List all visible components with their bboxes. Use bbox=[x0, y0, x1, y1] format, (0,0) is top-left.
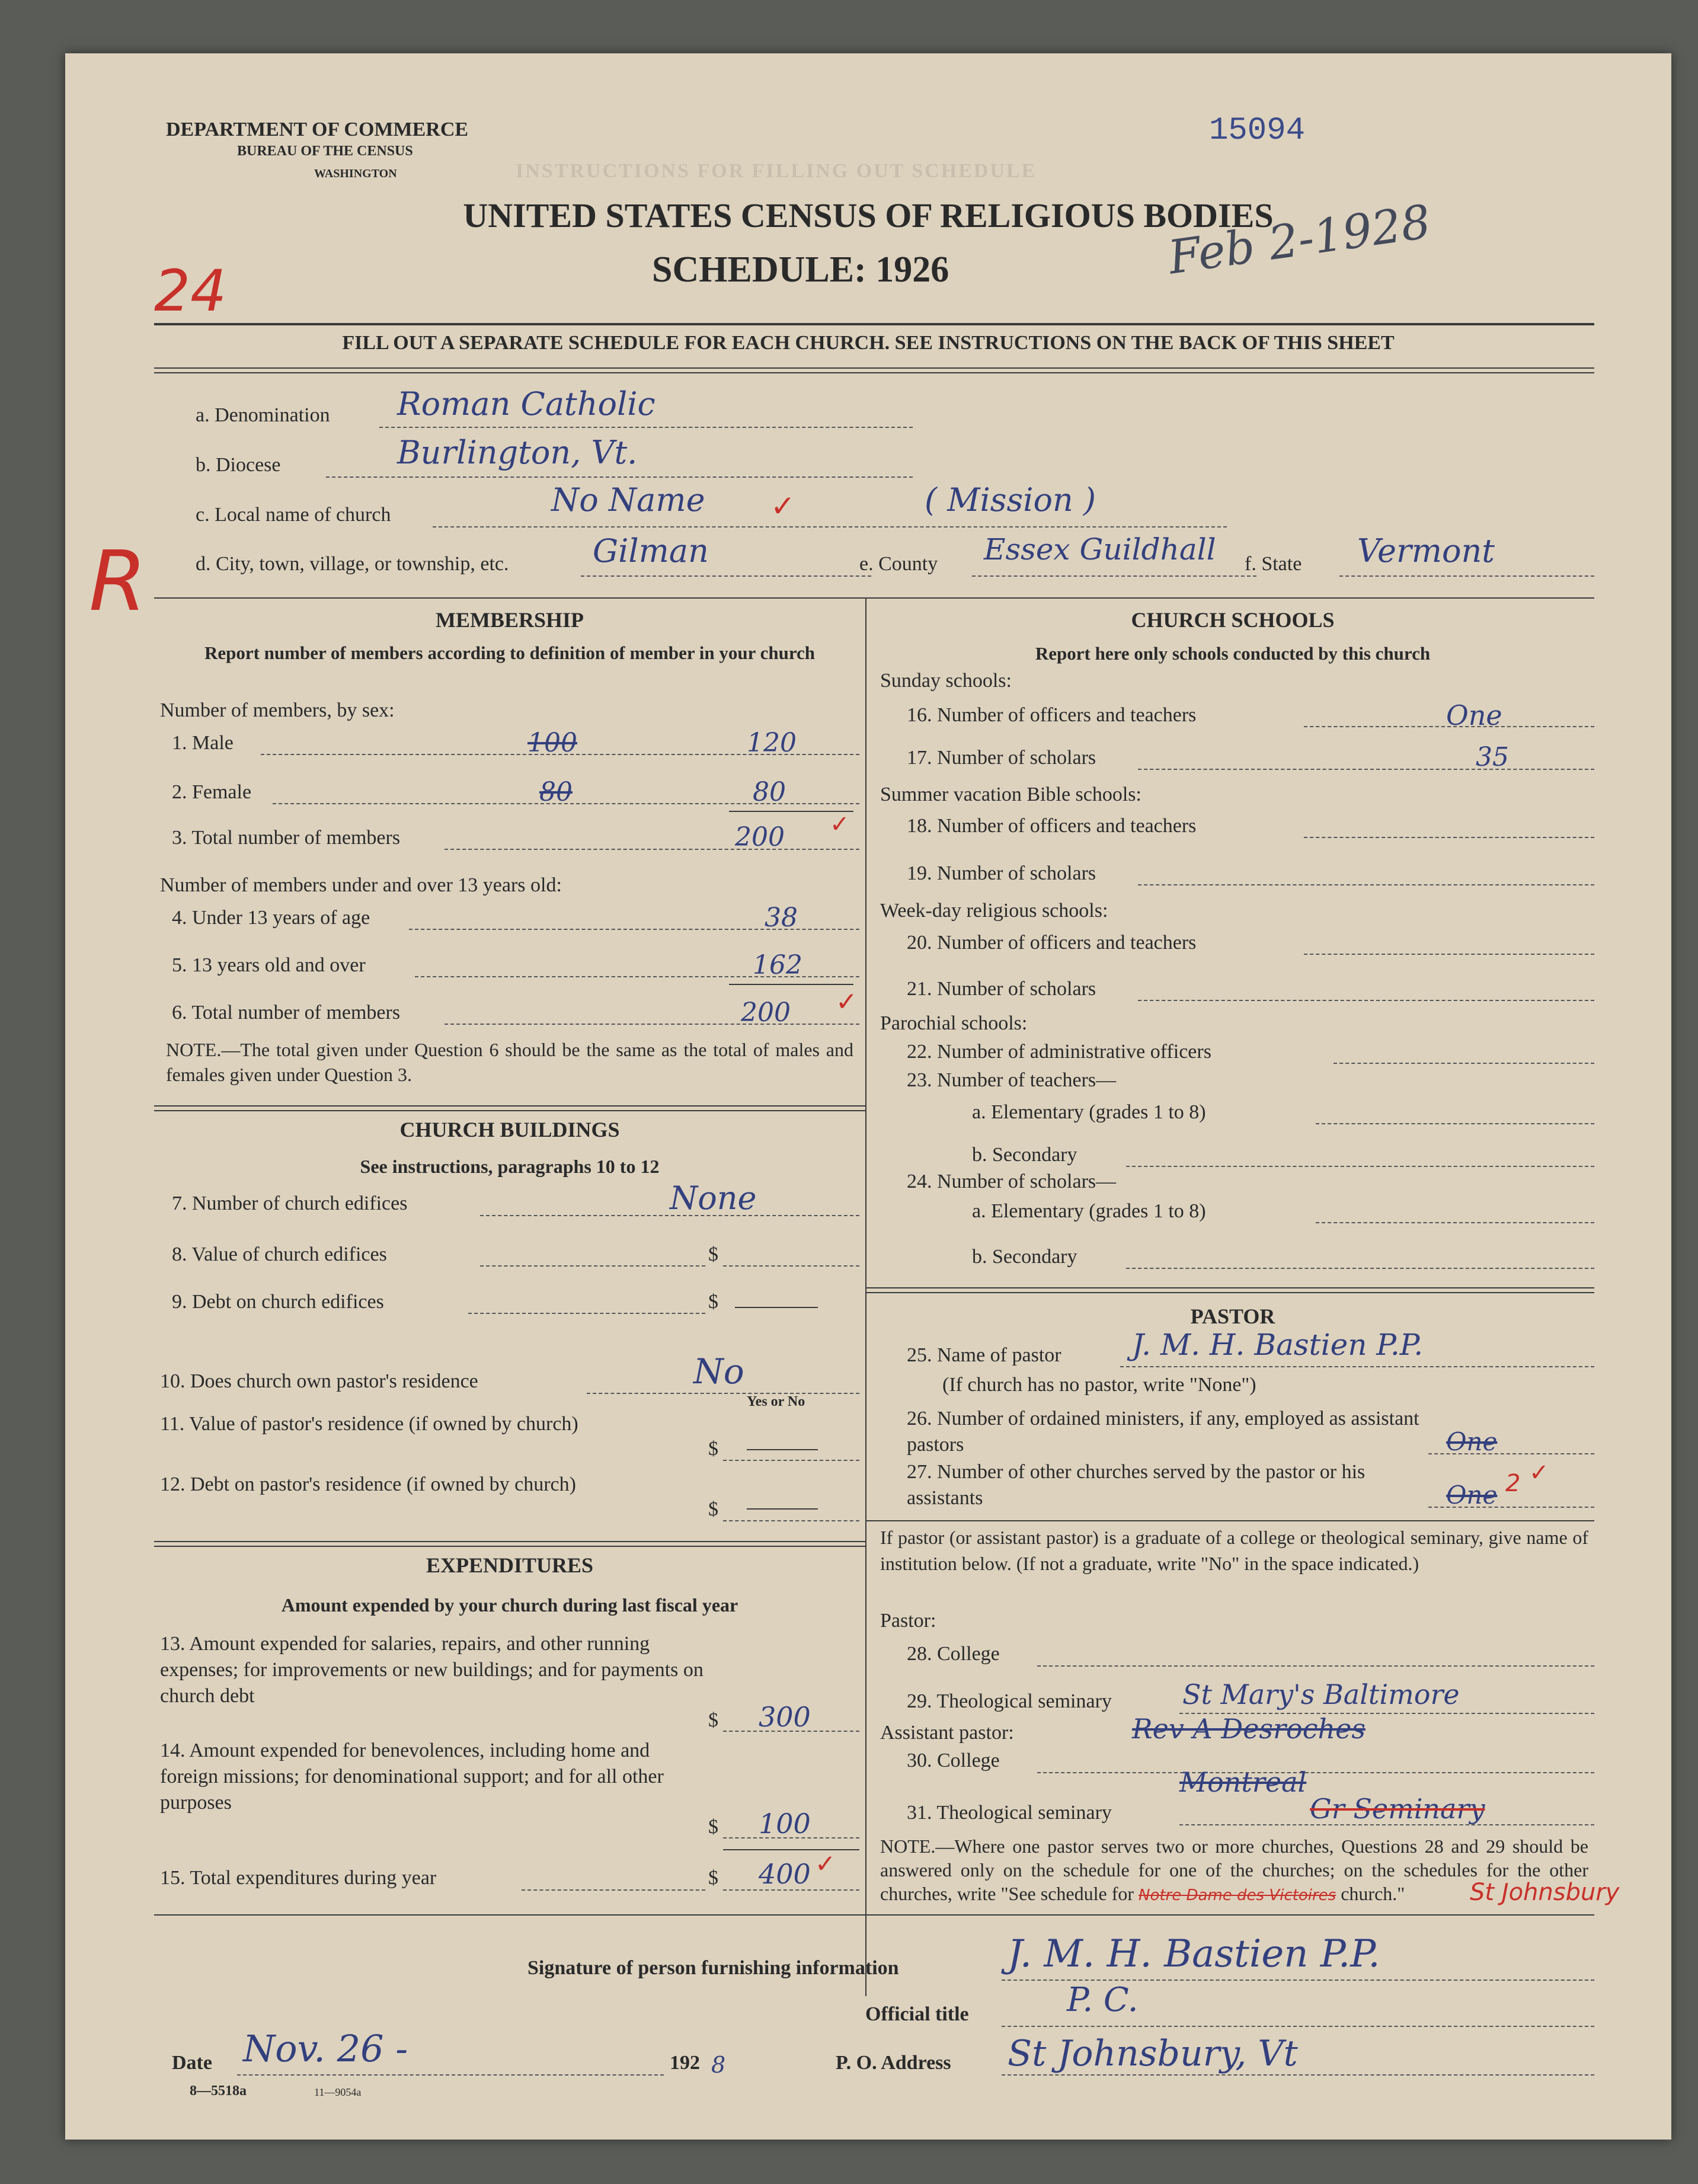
divider bbox=[154, 1914, 1594, 1916]
q23a-label: a. Elementary (grades 1 to 8) bbox=[972, 1101, 1206, 1123]
assistant-value: Rev A Desroches bbox=[1132, 1713, 1366, 1745]
parochial-label: Parochial schools: bbox=[880, 1012, 1028, 1034]
check-mark: ✓ bbox=[770, 489, 795, 523]
expenditures-sub: Amount expended by your church during last fiscal year bbox=[281, 1594, 738, 1616]
q6-label: 6. Total number of members bbox=[172, 1002, 401, 1024]
signature-label: Signature of person furnishing information bbox=[527, 1957, 899, 1979]
q30-line bbox=[1037, 1772, 1594, 1773]
dollar-sign: $ bbox=[708, 1816, 718, 1838]
q26-value: One bbox=[1446, 1427, 1498, 1456]
denomination-value: Roman Catholic bbox=[397, 385, 655, 423]
dollar-sign: $ bbox=[708, 1498, 718, 1520]
print-number: 11—9054a bbox=[314, 2086, 362, 2098]
by-sex-label: Number of members, by sex: bbox=[160, 699, 395, 721]
q23a-line bbox=[1316, 1123, 1594, 1124]
q7-value: None bbox=[670, 1179, 757, 1217]
schools-heading: CHURCH SCHOOLS bbox=[1131, 608, 1335, 632]
divider bbox=[154, 367, 1594, 369]
dollar-sign: $ bbox=[708, 1243, 718, 1265]
weekday-label: Week-day religious schools: bbox=[880, 900, 1108, 922]
q14-label: 14. Amount expended for benevolences, including home and foreign missions; for denominational support; and for all other purposes bbox=[160, 1739, 664, 1814]
q3-value: 200 bbox=[735, 822, 785, 852]
date-value: Nov. 26 - bbox=[243, 2027, 408, 2070]
denomination-line bbox=[379, 427, 913, 428]
q22-label: 22. Number of administrative officers bbox=[907, 1041, 1211, 1063]
county-label: e. County bbox=[859, 553, 938, 575]
q15-line bbox=[522, 1889, 705, 1891]
bleed-through-text: INSTRUCTIONS FOR FILLING OUT SCHEDULE bbox=[516, 160, 1037, 182]
q24b-line bbox=[1126, 1268, 1594, 1269]
q13-value: 300 bbox=[759, 1701, 811, 1733]
buildings-heading: CHURCH BUILDINGS bbox=[399, 1118, 620, 1141]
q19-label: 19. Number of scholars bbox=[907, 862, 1096, 884]
dept-label: DEPARTMENT OF COMMERCE bbox=[166, 119, 469, 140]
pastor-note-fill2: St Johnsbury bbox=[1470, 1879, 1620, 1906]
q2-value: 80 bbox=[753, 777, 786, 807]
q8-amount-line bbox=[723, 1265, 859, 1267]
q21-label: 21. Number of scholars bbox=[907, 978, 1096, 1000]
local-name-value: No Name bbox=[551, 481, 705, 519]
q28-label: 28. College bbox=[907, 1643, 1000, 1665]
q31-struck: Gr Seminary bbox=[1310, 1793, 1485, 1825]
q15-value: 400 bbox=[759, 1858, 811, 1890]
bureau-label: BUREAU OF THE CENSUS bbox=[237, 143, 413, 159]
pastor-note-text: NOTE.—Where one pastor serves two or more churches, Questions 28 and 29 should be answered only on the schedule for one of the churches; on the schedules for the other churches, write "See schedule for bbox=[880, 1836, 1588, 1904]
by-age-label: Number of members under and over 13 years old: bbox=[160, 874, 562, 896]
q24a-line bbox=[1316, 1222, 1594, 1223]
state-value: Vermont bbox=[1357, 532, 1495, 570]
form-number: 8—5518a bbox=[190, 2083, 247, 2099]
q25-value: J. M. H. Bastien P.P. bbox=[1132, 1328, 1424, 1362]
city-label: d. City, town, village, or township, etc. bbox=[196, 553, 509, 575]
q20-line bbox=[1304, 954, 1594, 955]
q23b-label: b. Secondary bbox=[972, 1144, 1077, 1166]
summer-label: Summer vacation Bible schools: bbox=[880, 784, 1141, 805]
q27-label: 27. Number of other churches served by the pastor or his assistants bbox=[907, 1461, 1366, 1509]
q31-label: 31. Theological seminary bbox=[907, 1802, 1112, 1824]
local-name-extra: ( Mission ) bbox=[925, 481, 1096, 519]
q10-value: No bbox=[693, 1351, 744, 1392]
q28-line bbox=[1037, 1665, 1594, 1667]
q5-label: 5. 13 years old and over bbox=[172, 954, 366, 976]
q12-dash bbox=[747, 1508, 818, 1510]
q27-value: One bbox=[1446, 1480, 1498, 1510]
q4-label: 4. Under 13 years of age bbox=[172, 907, 370, 929]
q6-value: 200 bbox=[741, 997, 791, 1028]
form-title: UNITED STATES CENSUS OF RELIGIOUS BODIES bbox=[463, 196, 1274, 235]
q22-line bbox=[1334, 1063, 1594, 1064]
q17-label: 17. Number of scholars bbox=[907, 747, 1096, 769]
pastor-sub-label: Pastor: bbox=[880, 1610, 936, 1632]
hand-date: Feb 2-1928 bbox=[1165, 195, 1434, 285]
q12-amount-line bbox=[723, 1520, 859, 1521]
q3-line bbox=[445, 849, 859, 850]
official-title-label: Official title bbox=[865, 2003, 969, 2025]
q14-value: 100 bbox=[759, 1808, 811, 1840]
dollar-sign: $ bbox=[708, 1291, 718, 1313]
q11-label: 11. Value of pastor's residence (if owned by church) bbox=[160, 1413, 578, 1435]
divider bbox=[154, 372, 1594, 373]
q24a-label: a. Elementary (grades 1 to 8) bbox=[972, 1200, 1206, 1222]
sum-line bbox=[723, 1849, 859, 1850]
date-line bbox=[237, 2074, 664, 2076]
serial-number: 15094 bbox=[1209, 113, 1306, 149]
membership-intro: Report number of members according to definition of member in your church bbox=[204, 642, 816, 663]
divider bbox=[154, 597, 1594, 599]
q15-label: 15. Total expenditures during year bbox=[160, 1867, 437, 1889]
q1-label: 1. Male bbox=[172, 732, 234, 754]
q9-line bbox=[468, 1313, 705, 1314]
po-address-label: P. O. Address bbox=[836, 2052, 951, 2074]
official-title-line bbox=[1002, 2026, 1594, 2027]
membership-heading: MEMBERSHIP bbox=[435, 608, 584, 632]
q17-line bbox=[1138, 769, 1594, 770]
q8-label: 8. Value of church edifices bbox=[172, 1243, 387, 1265]
county-value: Essex Guildhall bbox=[984, 532, 1216, 567]
q1-struck: 100 bbox=[527, 728, 577, 758]
check-mark: ✓ bbox=[836, 987, 858, 1017]
q23b-line bbox=[1126, 1166, 1594, 1167]
q5-value: 162 bbox=[753, 950, 802, 980]
check-mark: ✓ bbox=[815, 1849, 836, 1878]
diocese-value: Burlington, Vt. bbox=[397, 434, 638, 471]
q29-value: St Mary's Baltimore bbox=[1182, 1678, 1460, 1710]
local-name-line bbox=[433, 526, 1227, 527]
q11-amount-line bbox=[723, 1460, 859, 1461]
q3-label: 3. Total number of members bbox=[172, 827, 401, 849]
date-label: Date bbox=[172, 2052, 212, 2074]
local-name-label: c. Local name of church bbox=[196, 504, 391, 526]
city-line bbox=[581, 575, 871, 577]
q25-line bbox=[1120, 1366, 1594, 1367]
q19-line bbox=[1138, 884, 1594, 885]
divider bbox=[154, 1546, 865, 1547]
city-label: WASHINGTON bbox=[314, 167, 397, 180]
q23-label: 23. Number of teachers— bbox=[907, 1069, 1117, 1091]
q17-value: 35 bbox=[1476, 742, 1509, 772]
po-address-value: St Johnsbury, Vt bbox=[1008, 2033, 1298, 2074]
schools-sub: Report here only schools conducted by this church bbox=[1035, 643, 1431, 664]
hand-mark: R bbox=[89, 533, 147, 630]
buildings-sub: See instructions, paragraphs 10 to 12 bbox=[360, 1156, 660, 1177]
q16-label: 16. Number of officers and teachers bbox=[907, 704, 1197, 726]
q9-label: 9. Debt on church edifices bbox=[172, 1291, 384, 1313]
q25-hint: (If church has no pastor, write "None") bbox=[942, 1374, 1256, 1396]
q24b-label: b. Secondary bbox=[972, 1246, 1077, 1268]
q11-dash bbox=[747, 1449, 818, 1450]
q10-line bbox=[587, 1393, 859, 1394]
q31-value: Montreal bbox=[1179, 1766, 1307, 1798]
graduate-note: If pastor (or assistant pastor) is a graduate of a college or theological seminary, give name of institution below. (If not a graduate, write "No" in the space indicated.) bbox=[880, 1527, 1588, 1574]
divider bbox=[154, 1105, 865, 1107]
schedule-year: SCHEDULE: 1926 bbox=[652, 250, 949, 290]
hand-number: 24 bbox=[154, 258, 227, 324]
expenditures-heading: EXPENDITURES bbox=[426, 1553, 594, 1577]
q24-label: 24. Number of scholars— bbox=[907, 1171, 1117, 1192]
q20-label: 20. Number of officers and teachers bbox=[907, 932, 1197, 954]
state-label: f. State bbox=[1245, 553, 1302, 575]
county-line bbox=[972, 575, 1256, 577]
pastor-note-fill: Notre Dame des Victoires bbox=[1139, 1886, 1336, 1904]
dollar-sign: $ bbox=[708, 1438, 718, 1460]
q13-label: 13. Amount expended for salaries, repairs, and other running expenses; for improvements or new buildings; and for payments on church debt bbox=[160, 1633, 703, 1707]
pastor-heading: PASTOR bbox=[1190, 1304, 1275, 1328]
q2-struck: 80 bbox=[539, 777, 573, 807]
q10-hint: Yes or No bbox=[747, 1394, 805, 1409]
year-digit: 8 bbox=[711, 2052, 726, 2078]
q10-label: 10. Does church own pastor's residence bbox=[160, 1370, 478, 1392]
q12-label: 12. Debt on pastor's residence (if owned by church) bbox=[160, 1473, 576, 1495]
dollar-sign: $ bbox=[708, 1709, 718, 1731]
diocese-label: b. Diocese bbox=[196, 454, 281, 476]
po-address-line bbox=[1002, 2074, 1594, 2076]
q26-label: 26. Number of ordained ministers, if any, employed as assistant pastors bbox=[907, 1408, 1419, 1456]
membership-note: NOTE.—The total given under Question 6 should be the same as the total of males and females given under Question 3. bbox=[166, 1039, 853, 1085]
divider bbox=[865, 1292, 1594, 1293]
diocese-line bbox=[326, 477, 913, 478]
assistant-label: Assistant pastor: bbox=[880, 1722, 1014, 1744]
pastor-note-end: church." bbox=[1341, 1883, 1405, 1904]
divider bbox=[865, 1287, 1594, 1288]
check-mark: ✓ bbox=[830, 811, 850, 838]
dollar-sign: $ bbox=[708, 1867, 718, 1889]
q9-dash bbox=[735, 1307, 818, 1308]
q6-line bbox=[445, 1024, 859, 1025]
official-title-value: P. C. bbox=[1067, 1981, 1139, 2019]
divider bbox=[154, 1110, 865, 1111]
q21-line bbox=[1138, 1000, 1594, 1001]
column-divider bbox=[865, 597, 866, 1996]
divider bbox=[154, 323, 1594, 325]
q8-line bbox=[480, 1265, 705, 1267]
q18-label: 18. Number of officers and teachers bbox=[907, 815, 1197, 837]
sum-line bbox=[729, 984, 853, 985]
sunday-label: Sunday schools: bbox=[880, 670, 1012, 692]
q29-label: 29. Theological seminary bbox=[907, 1690, 1112, 1712]
census-schedule-page bbox=[65, 53, 1671, 2140]
q25-label: 25. Name of pastor bbox=[907, 1344, 1061, 1366]
state-line bbox=[1339, 575, 1594, 577]
q18-line bbox=[1304, 837, 1594, 838]
q27-correction: 2 bbox=[1505, 1470, 1521, 1497]
divider bbox=[865, 1520, 1594, 1521]
year-prefix: 192 bbox=[670, 2052, 700, 2074]
q1-value: 120 bbox=[747, 728, 797, 758]
q16-value: One bbox=[1446, 699, 1502, 731]
check-mark: ✓ bbox=[1529, 1459, 1549, 1486]
divider bbox=[154, 1541, 865, 1542]
city-value: Gilman bbox=[593, 532, 709, 570]
q4-value: 38 bbox=[765, 903, 798, 933]
denomination-label: a. Denomination bbox=[196, 404, 330, 426]
q7-label: 7. Number of church edifices bbox=[172, 1192, 408, 1214]
q30-label: 30. College bbox=[907, 1750, 1000, 1771]
signature-value: J. M. H. Bastien P.P. bbox=[1008, 1932, 1380, 1976]
instruction-banner: FILL OUT A SEPARATE SCHEDULE FOR EACH CHURCH. SEE INSTRUCTIONS ON THE BACK OF THIS SHEET bbox=[342, 332, 1395, 354]
q2-label: 2. Female bbox=[172, 781, 252, 803]
